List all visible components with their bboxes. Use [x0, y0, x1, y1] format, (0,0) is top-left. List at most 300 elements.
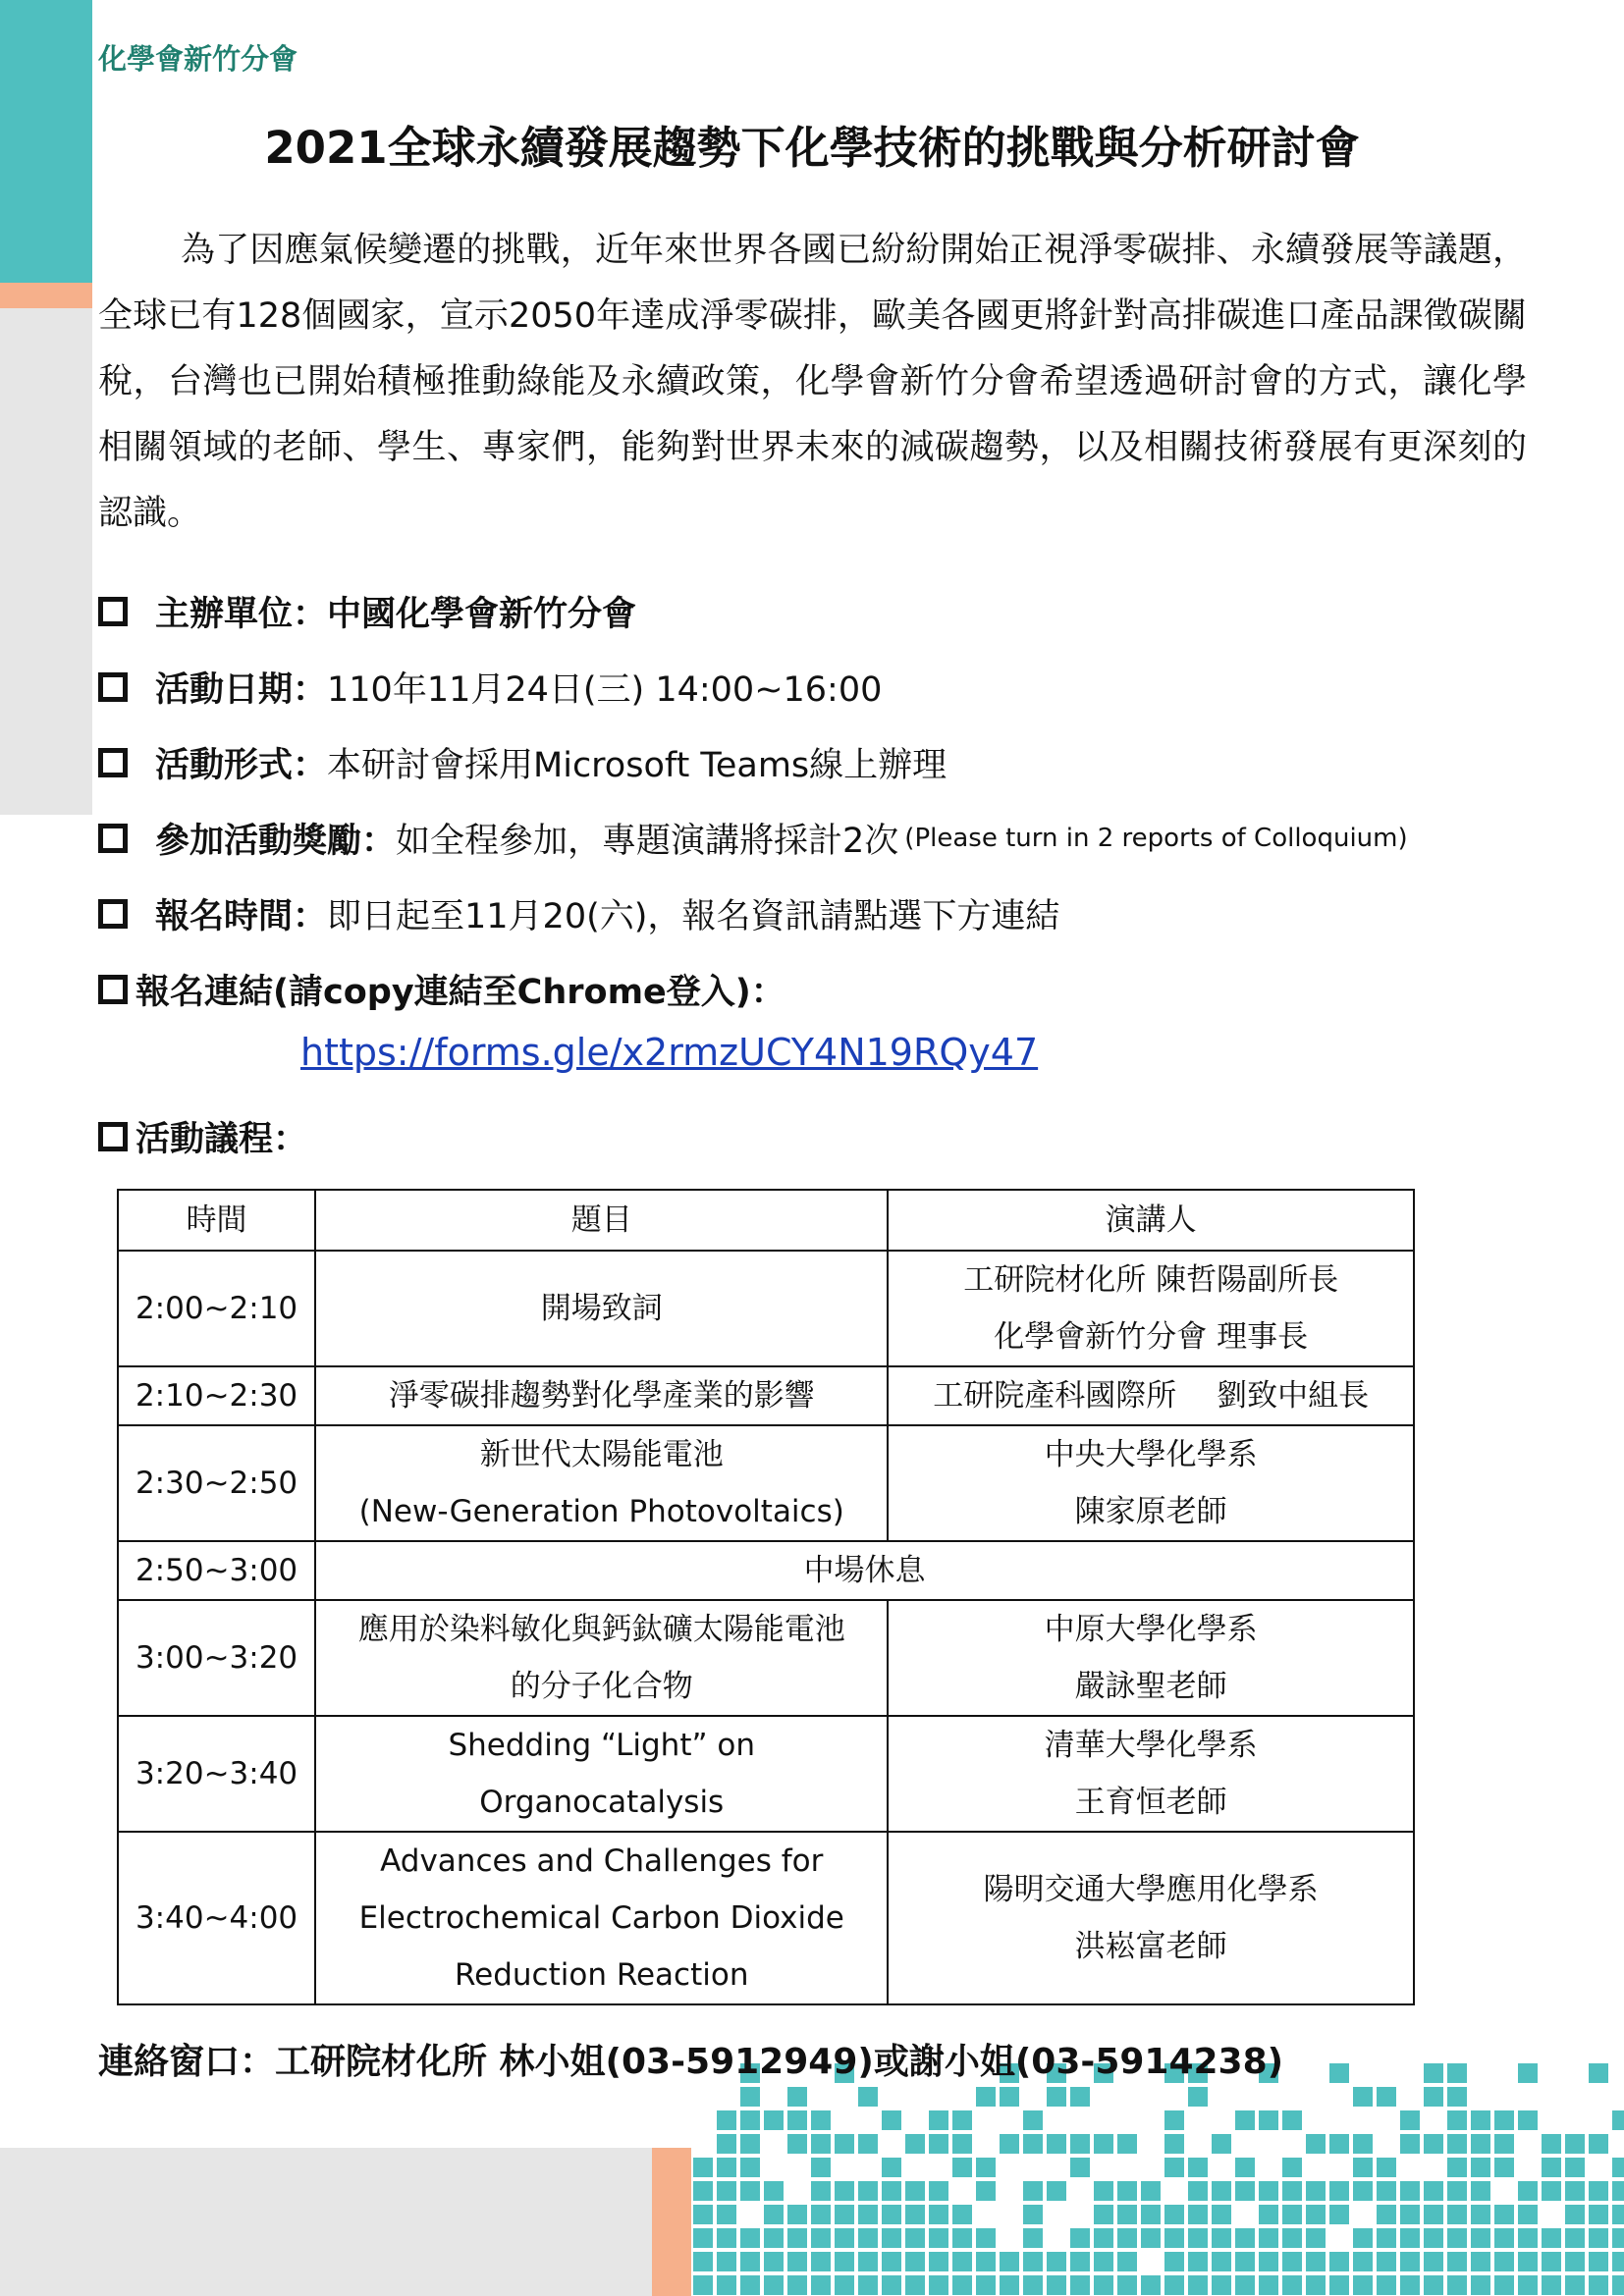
- date-item: [98, 663, 882, 712]
- pattern-square: [1471, 2275, 1490, 2295]
- topic-line: 淨零碳排趨勢對化學產業的影響: [388, 1378, 815, 1414]
- pattern-square: [1612, 2228, 1624, 2248]
- pattern-square: [1542, 2158, 1561, 2177]
- pattern-square: [1377, 2205, 1396, 2224]
- date-value: 110年11月24日(三) 14:00~16:00: [327, 670, 883, 710]
- pattern-square: [1000, 2275, 1019, 2295]
- pattern-square: [1023, 2228, 1043, 2248]
- pattern-square: [1612, 2181, 1624, 2201]
- topic-line: Reduction Reaction: [455, 1957, 749, 1993]
- speaker-line: 陳家原老師: [1074, 1494, 1227, 1529]
- topic-cell: [315, 1366, 888, 1425]
- speaker-line: 嚴詠聖老師: [1074, 1669, 1227, 1704]
- pattern-square: [1400, 2252, 1420, 2271]
- pattern-square: [1447, 2087, 1467, 2107]
- pattern-square: [1447, 2205, 1467, 2224]
- pattern-square: [1589, 2063, 1608, 2083]
- pattern-square: [1447, 2275, 1467, 2295]
- pattern-square: [1329, 2134, 1349, 2154]
- pattern-square: [905, 2228, 925, 2248]
- table-row: [118, 1600, 1414, 1716]
- pattern-square: [976, 2158, 996, 2177]
- pattern-square: [717, 2252, 736, 2271]
- pattern-square: [1000, 2134, 1019, 2154]
- pattern-square: [929, 2181, 948, 2201]
- pattern-square: [1306, 2275, 1326, 2295]
- pattern-square: [1306, 2228, 1326, 2248]
- pattern-square: [1094, 2181, 1113, 2201]
- pattern-square: [1094, 2252, 1113, 2271]
- pattern-square: [1188, 2252, 1208, 2271]
- pattern-square: [1424, 2275, 1443, 2295]
- pattern-square: [1400, 2110, 1420, 2130]
- pattern-square: [787, 2275, 807, 2295]
- pattern-square: [1070, 2158, 1090, 2177]
- time-cell: 3:00~3:20: [118, 1600, 315, 1716]
- pattern-square: [1518, 2181, 1538, 2201]
- pattern-square: [1494, 2205, 1514, 2224]
- pattern-square: [1471, 2181, 1490, 2201]
- pattern-square: [952, 2205, 972, 2224]
- pattern-square: [1471, 2205, 1490, 2224]
- pattern-square: [1447, 2158, 1467, 2177]
- pattern-square: [1212, 2228, 1231, 2248]
- pattern-square: [1047, 2275, 1066, 2295]
- pattern-square: [717, 2134, 736, 2154]
- pattern-square: [1471, 2110, 1490, 2130]
- pattern-square: [1117, 2134, 1137, 2154]
- time-cell: 3:40~4:00: [118, 1832, 315, 2004]
- speaker-line: 化學會新竹分會 理事長: [994, 1319, 1309, 1355]
- pattern-square: [858, 2275, 878, 2295]
- pattern-square: [1329, 2275, 1349, 2295]
- time-cell: 2:10~2:30: [118, 1366, 315, 1425]
- pattern-square: [882, 2275, 901, 2295]
- pattern-square: [1141, 2228, 1161, 2248]
- pattern-square: [835, 2181, 854, 2201]
- pattern-square: [1282, 2110, 1302, 2130]
- reward-label: 參加活動獎勵：: [155, 822, 397, 861]
- pattern-square: [1117, 2252, 1137, 2271]
- pattern-square: [717, 2205, 736, 2224]
- pattern-square: [1306, 2181, 1326, 2201]
- pattern-square: [905, 2181, 925, 2201]
- pattern-square: [1400, 2228, 1420, 2248]
- pattern-square: [1164, 2228, 1184, 2248]
- pattern-square: [952, 2158, 972, 2177]
- pattern-square: [693, 2228, 713, 2248]
- pattern-square: [787, 2205, 807, 2224]
- pattern-square: [1565, 2181, 1585, 2201]
- pattern-square: [1589, 2134, 1608, 2154]
- pattern-square: [952, 2110, 972, 2130]
- table-row: [118, 1366, 1414, 1425]
- pattern-square: [1518, 2275, 1538, 2295]
- pattern-square: [1259, 2252, 1278, 2271]
- pattern-square: [1023, 2134, 1043, 2154]
- speaker-line: 陽明交通大學應用化學系: [983, 1872, 1319, 1907]
- pattern-square: [1188, 2181, 1208, 2201]
- pattern-square: [693, 2205, 713, 2224]
- pattern-square: [905, 2275, 925, 2295]
- pattern-square: [1212, 2252, 1231, 2271]
- pattern-square: [1542, 2252, 1561, 2271]
- speaker-cell: [888, 1366, 1414, 1425]
- pattern-square: [1329, 2063, 1349, 2083]
- pattern-square: [1306, 2252, 1326, 2271]
- pattern-square: [1070, 2087, 1090, 2107]
- pattern-square: [882, 2205, 901, 2224]
- pattern-square: [1282, 2252, 1302, 2271]
- pattern-square: [1494, 2275, 1514, 2295]
- pattern-square: [1282, 2205, 1302, 2224]
- speaker-cell: [888, 1425, 1414, 1541]
- footer-pixel-pattern: [691, 2061, 1624, 2296]
- registration-item: [98, 889, 1059, 938]
- pattern-square: [1188, 2087, 1208, 2107]
- pattern-square: [1565, 2228, 1585, 2248]
- topic-line: Organocatalysis: [479, 1785, 725, 1820]
- pattern-square: [1047, 2181, 1066, 2201]
- pattern-square: [976, 2275, 996, 2295]
- pattern-square: [693, 2275, 713, 2295]
- pattern-square: [1612, 2252, 1624, 2271]
- pattern-square: [1400, 2181, 1420, 2201]
- pattern-square: [1424, 2228, 1443, 2248]
- format-label: 活動形式：: [155, 746, 328, 785]
- pattern-square: [1000, 2252, 1019, 2271]
- pattern-square: [905, 2252, 925, 2271]
- pattern-square: [1164, 2252, 1184, 2271]
- pattern-square: [1141, 2205, 1161, 2224]
- checkbox-icon: [98, 748, 128, 777]
- pattern-square: [693, 2181, 713, 2201]
- pattern-square: [976, 2087, 996, 2107]
- pattern-square: [693, 2158, 713, 2177]
- pattern-square: [1164, 2158, 1184, 2177]
- pattern-square: [1494, 2134, 1514, 2154]
- pattern-square: [811, 2205, 831, 2224]
- pattern-square: [717, 2228, 736, 2248]
- pattern-square: [1542, 2134, 1561, 2154]
- checkbox-icon: [98, 597, 128, 626]
- pattern-square: [1447, 2134, 1467, 2154]
- pattern-square: [1117, 2275, 1137, 2295]
- pattern-square: [1494, 2228, 1514, 2248]
- speaker-line: 中原大學化學系: [1044, 1612, 1258, 1647]
- pattern-square: [740, 2275, 760, 2295]
- topic-line: (New-Generation Photovoltaics): [358, 1494, 844, 1529]
- pattern-square: [740, 2252, 760, 2271]
- pattern-square: [835, 2228, 854, 2248]
- pattern-square: [1094, 2205, 1113, 2224]
- organizer-value: 中國化學會新竹分會: [327, 595, 637, 634]
- speaker-cell: [888, 1832, 1414, 2004]
- checkbox-icon: [98, 672, 128, 702]
- pattern-square: [1471, 2158, 1490, 2177]
- pattern-square: [1447, 2063, 1467, 2083]
- left-orange-bar: [0, 283, 92, 308]
- pattern-square: [1047, 2134, 1066, 2154]
- pattern-square: [693, 2252, 713, 2271]
- pattern-square: [1188, 2275, 1208, 2295]
- pattern-square: [1353, 2228, 1373, 2248]
- pattern-square: [1235, 2252, 1255, 2271]
- pattern-square: [1400, 2205, 1420, 2224]
- speaker-line: 清華大學化學系: [1044, 1728, 1258, 1763]
- speaker-cell: [888, 1716, 1414, 1832]
- pattern-square: [882, 2158, 901, 2177]
- pattern-square: [1212, 2181, 1231, 2201]
- pattern-square: [952, 2252, 972, 2271]
- organizer-label: 主辦單位：: [155, 595, 328, 634]
- pattern-square: [929, 2252, 948, 2271]
- pattern-square: [1094, 2228, 1113, 2248]
- pattern-square: [1282, 2275, 1302, 2295]
- pattern-square: [1400, 2134, 1420, 2154]
- pattern-square: [952, 2275, 972, 2295]
- pattern-square: [835, 2205, 854, 2224]
- pattern-square: [1164, 2134, 1184, 2154]
- pattern-square: [1306, 2205, 1326, 2224]
- topic-cell: [315, 1716, 888, 1832]
- registration-value: 即日起至11月20(六)，報名資訊請點選下方連結: [327, 897, 1060, 936]
- pattern-square: [1000, 2087, 1019, 2107]
- checkbox-icon: [98, 975, 128, 1004]
- header-speaker: 演講人: [888, 1190, 1414, 1251]
- pattern-square: [1377, 2252, 1396, 2271]
- topic-line: Advances and Challenges for: [380, 1843, 824, 1879]
- pattern-square: [1589, 2181, 1608, 2201]
- agenda-label: 活動議程：: [135, 1120, 308, 1159]
- pattern-square: [858, 2252, 878, 2271]
- pattern-square: [1447, 2181, 1467, 2201]
- pattern-square: [1282, 2158, 1302, 2177]
- reward-note: (Please turn in 2 reports of Colloquium): [904, 824, 1408, 853]
- format-item: [98, 738, 947, 787]
- table-row: [118, 1716, 1414, 1832]
- pattern-square: [1259, 2228, 1278, 2248]
- pattern-square: [1353, 2087, 1373, 2107]
- left-grey-bar: [0, 308, 92, 815]
- pattern-square: [787, 2228, 807, 2248]
- topic-line: Electrochemical Carbon Dioxide: [358, 1900, 844, 1936]
- pattern-square: [1447, 2110, 1467, 2130]
- pattern-square: [1612, 2275, 1624, 2295]
- pattern-square: [1518, 2205, 1538, 2224]
- pattern-square: [1565, 2252, 1585, 2271]
- header-topic: 題目: [315, 1190, 888, 1251]
- pattern-square: [1565, 2275, 1585, 2295]
- pattern-square: [1094, 2275, 1113, 2295]
- pattern-square: [858, 2181, 878, 2201]
- pattern-square: [882, 2252, 901, 2271]
- pattern-square: [1542, 2275, 1561, 2295]
- pattern-square: [1329, 2252, 1349, 2271]
- pattern-square: [1565, 2205, 1585, 2224]
- speaker-cell: [888, 1600, 1414, 1716]
- pattern-square: [1518, 2110, 1538, 2130]
- pattern-square: [764, 2252, 784, 2271]
- pattern-square: [1471, 2228, 1490, 2248]
- date-label: 活動日期：: [155, 670, 328, 710]
- table-row: [118, 1832, 1414, 2004]
- pattern-square: [1306, 2134, 1326, 2154]
- registration-link[interactable]: https://forms.gle/x2rmzUCY4N19RQy47: [300, 1031, 1039, 1074]
- pattern-square: [1377, 2087, 1396, 2107]
- pattern-square: [1117, 2205, 1137, 2224]
- pattern-square: [811, 2275, 831, 2295]
- pattern-square: [929, 2228, 948, 2248]
- pattern-square: [1188, 2205, 1208, 2224]
- pattern-square: [717, 2181, 736, 2201]
- pattern-square: [1212, 2134, 1231, 2154]
- pattern-square: [1353, 2275, 1373, 2295]
- speaker-line: 工研院產科國際所 劉致中組長: [933, 1378, 1370, 1414]
- pattern-square: [717, 2275, 736, 2295]
- pattern-square: [976, 2252, 996, 2271]
- pattern-square: [1471, 2252, 1490, 2271]
- pattern-square: [1377, 2275, 1396, 2295]
- table-row: [118, 1251, 1414, 1366]
- agenda-heading: [98, 1112, 307, 1161]
- pattern-square: [952, 2134, 972, 2154]
- pattern-square: [740, 2228, 760, 2248]
- pattern-square: [1494, 2252, 1514, 2271]
- agenda-table: [117, 1189, 1415, 2005]
- time-cell: 2:00~2:10: [118, 1251, 315, 1366]
- pattern-square: [1518, 2228, 1538, 2248]
- pattern-square: [811, 2228, 831, 2248]
- checkbox-icon: [98, 1122, 128, 1151]
- pattern-square: [1023, 2275, 1043, 2295]
- topic-cell: [315, 1600, 888, 1716]
- speaker-line: 工研院材化所 陳哲陽副所長: [963, 1262, 1339, 1298]
- topic-cell: [315, 1832, 888, 2004]
- pattern-square: [1259, 2181, 1278, 2201]
- pattern-square: [811, 2158, 831, 2177]
- reward-item: [98, 814, 1408, 863]
- pattern-square: [882, 2181, 901, 2201]
- pattern-square: [1235, 2158, 1255, 2177]
- pattern-square: [740, 2087, 760, 2107]
- pattern-square: [1188, 2158, 1208, 2177]
- pattern-square: [1612, 2110, 1624, 2130]
- pattern-square: [858, 2087, 878, 2107]
- pattern-square: [740, 2134, 760, 2154]
- pattern-square: [1259, 2205, 1278, 2224]
- registration-label: 報名時間：: [155, 897, 328, 936]
- pattern-square: [1353, 2158, 1373, 2177]
- pattern-square: [1259, 2275, 1278, 2295]
- pattern-square: [1047, 2252, 1066, 2271]
- pattern-square: [1518, 2063, 1538, 2083]
- pattern-square: [882, 2228, 901, 2248]
- pattern-square: [905, 2205, 925, 2224]
- pattern-square: [1070, 2252, 1090, 2271]
- pattern-square: [835, 2252, 854, 2271]
- topic-line: 應用於染料敏化與鈣鈦礦太陽能電池: [357, 1612, 845, 1647]
- pattern-square: [1329, 2181, 1349, 2201]
- pattern-square: [952, 2228, 972, 2248]
- footer-grey-band: [0, 2148, 652, 2296]
- pattern-square: [1141, 2275, 1161, 2295]
- pattern-square: [929, 2110, 948, 2130]
- pattern-square: [1070, 2275, 1090, 2295]
- pattern-square: [811, 2110, 831, 2130]
- pattern-square: [1023, 2110, 1043, 2130]
- pattern-square: [1235, 2275, 1255, 2295]
- pattern-square: [1235, 2181, 1255, 2201]
- reward-value: 如全程參加，專題演講將採計2次: [396, 822, 899, 861]
- pattern-square: [1400, 2275, 1420, 2295]
- pattern-square: [858, 2134, 878, 2154]
- pattern-square: [787, 2087, 807, 2107]
- pattern-square: [1070, 2134, 1090, 2154]
- time-cell: 2:50~3:00: [118, 1541, 315, 1600]
- contact-info: 連絡窗口：工研院材化所 林小姐(03-5912949)或謝小姐(03-5914238): [98, 2042, 1284, 2082]
- speaker-cell: [888, 1251, 1414, 1366]
- pattern-square: [1282, 2181, 1302, 2201]
- pattern-square: [764, 2110, 784, 2130]
- link-item: [98, 965, 785, 1014]
- pattern-square: [1141, 2181, 1161, 2201]
- organization-label: 化學會新竹分會: [98, 42, 298, 76]
- topic-line: 的分子化合物: [510, 1669, 693, 1704]
- pattern-square: [717, 2110, 736, 2130]
- topic-cell: [315, 1425, 888, 1541]
- pattern-square: [1282, 2228, 1302, 2248]
- pattern-square: [1094, 2134, 1113, 2154]
- pattern-square: [1212, 2275, 1231, 2295]
- pattern-square: [1235, 2110, 1255, 2130]
- pattern-square: [717, 2158, 736, 2177]
- pattern-square: [1589, 2252, 1608, 2271]
- page-title: 2021全球永續發展趨勢下化學技術的挑戰與分析研討會: [264, 122, 1360, 174]
- pattern-square: [811, 2252, 831, 2271]
- pattern-square: [1542, 2181, 1561, 2201]
- pattern-square: [1164, 2110, 1184, 2130]
- pattern-square: [740, 2110, 760, 2130]
- pattern-square: [740, 2181, 760, 2201]
- pattern-square: [1023, 2181, 1043, 2201]
- format-value: 本研討會採用Microsoft Teams線上辦理: [327, 746, 947, 785]
- pattern-square: [835, 2134, 854, 2154]
- pattern-square: [1424, 2063, 1443, 2083]
- pattern-square: [1424, 2134, 1443, 2154]
- pattern-square: [764, 2228, 784, 2248]
- speaker-line: 中央大學化學系: [1044, 1437, 1258, 1472]
- pattern-square: [1424, 2181, 1443, 2201]
- pattern-square: [929, 2134, 948, 2154]
- pattern-square: [1424, 2087, 1443, 2107]
- pattern-square: [1589, 2205, 1608, 2224]
- pattern-square: [1589, 2228, 1608, 2248]
- link-label: 報名連結(請copy連結至Chrome登入)：: [135, 973, 785, 1012]
- pattern-square: [1070, 2228, 1090, 2248]
- pattern-square: [905, 2134, 925, 2154]
- pattern-square: [1377, 2158, 1396, 2177]
- pattern-square: [1212, 2205, 1231, 2224]
- pattern-square: [1353, 2252, 1373, 2271]
- pattern-square: [1518, 2252, 1538, 2271]
- pattern-square: [1329, 2205, 1349, 2224]
- pattern-square: [1447, 2228, 1467, 2248]
- pattern-square: [1494, 2158, 1514, 2177]
- pattern-square: [764, 2205, 784, 2224]
- pattern-square: [811, 2181, 831, 2201]
- pattern-square: [976, 2228, 996, 2248]
